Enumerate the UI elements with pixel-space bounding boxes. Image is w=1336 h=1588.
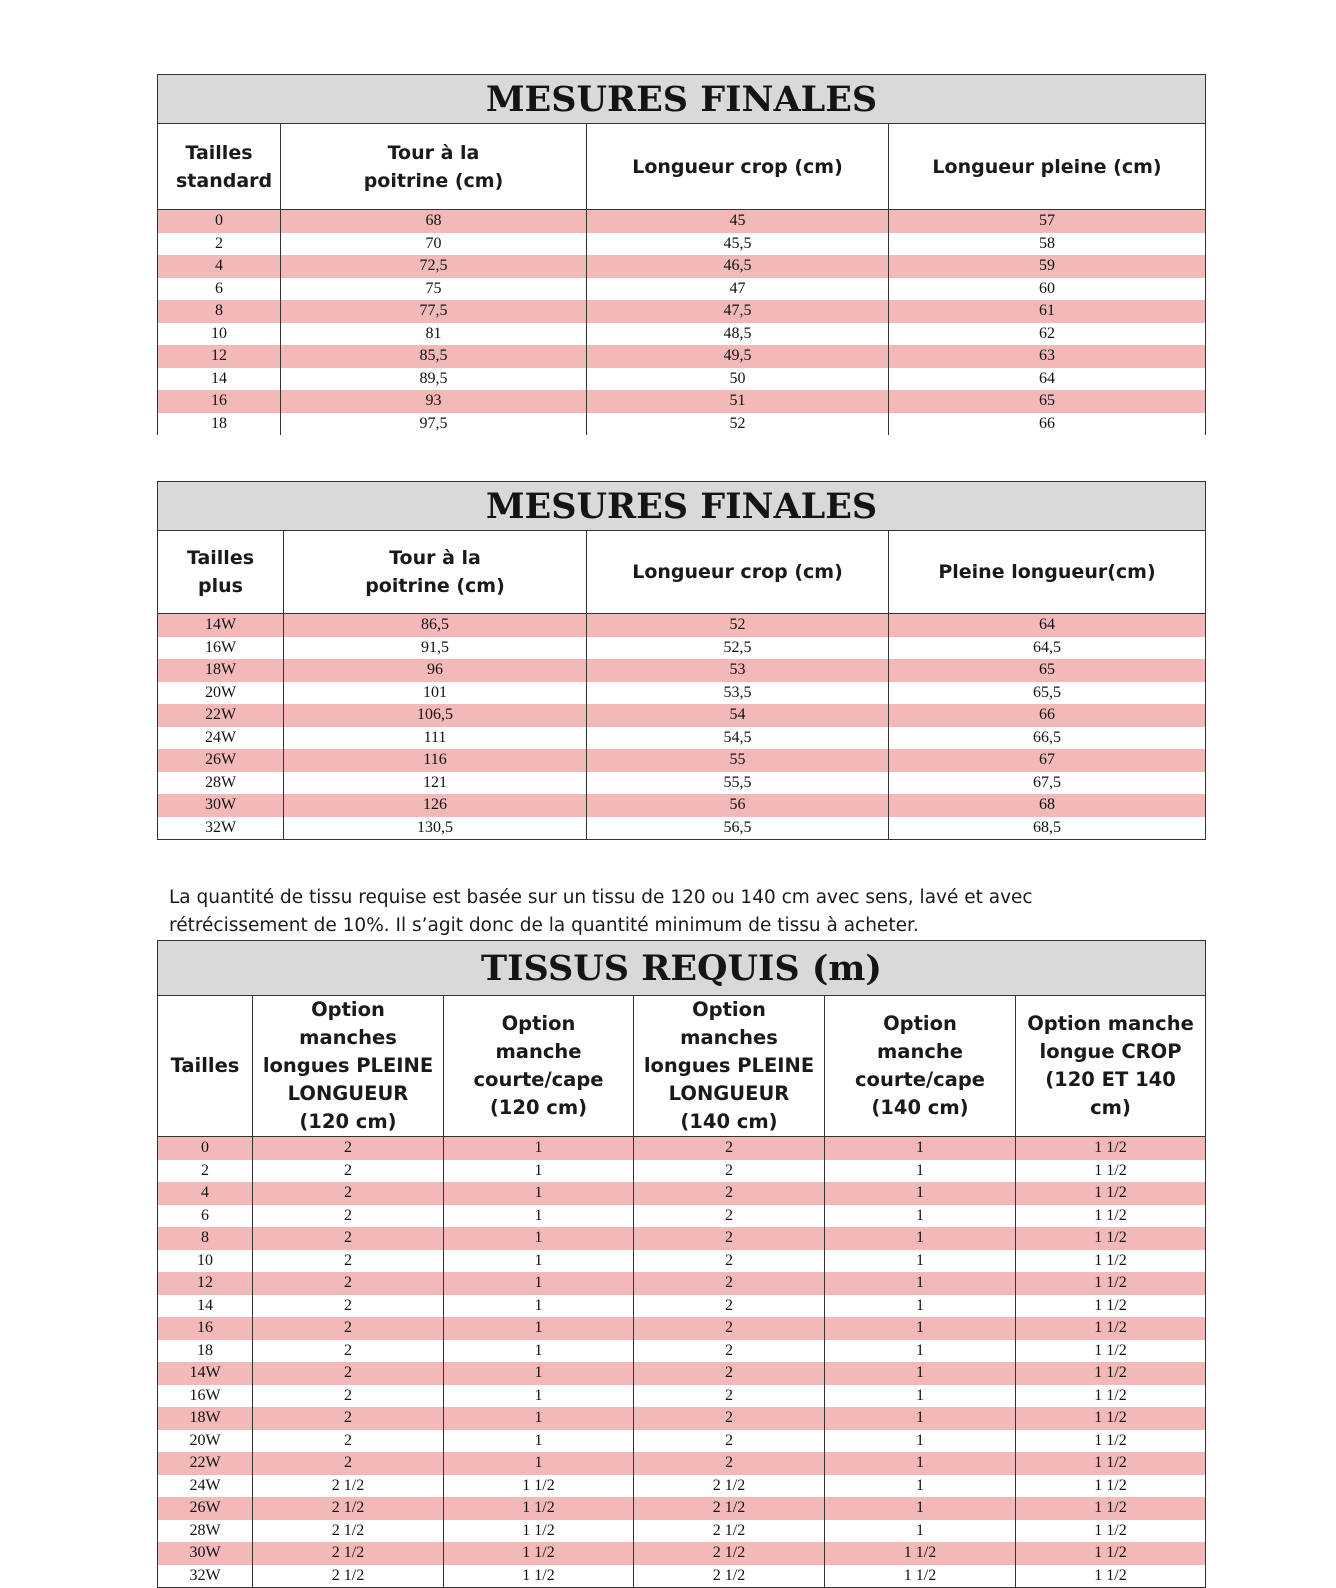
column-header-long-full-120: Option manches longues PLEINE LONGUEUR (120 cm) [253, 996, 444, 1137]
value-cell: 1 1/2 [444, 1475, 634, 1498]
value-cell: 1 1/2 [1016, 1565, 1206, 1588]
fabric-note [169, 884, 1069, 940]
value-cell: 2 [253, 1430, 444, 1453]
value-cell: 52 [587, 614, 889, 637]
size-cell: 22W [158, 704, 284, 727]
value-cell: 2 1/2 [634, 1520, 825, 1543]
size-cell: 14 [158, 368, 281, 391]
value-cell: 67 [889, 749, 1206, 772]
value-cell: 75 [281, 278, 587, 301]
size-cell: 2 [158, 233, 281, 256]
value-cell: 53,5 [587, 682, 889, 705]
value-cell: 46,5 [587, 255, 889, 278]
header-row [158, 124, 1206, 210]
value-cell: 1 [444, 1407, 634, 1430]
table-row [158, 637, 1206, 660]
value-cell: 111 [284, 727, 587, 750]
value-cell: 2 [634, 1317, 825, 1340]
column-header-short-cape-140: Option manche courte/cape (140 cm) [825, 996, 1016, 1137]
size-cell: 2 [158, 1160, 253, 1183]
size-cell: 8 [158, 300, 281, 323]
value-cell: 62 [889, 323, 1206, 346]
column-header-short-cape-120: Option manche courte/cape (120 cm) [444, 996, 634, 1137]
value-cell: 1 [444, 1452, 634, 1475]
value-cell: 2 [253, 1182, 444, 1205]
value-cell: 1 1/2 [1016, 1407, 1206, 1430]
value-cell: 1 1/2 [1016, 1475, 1206, 1498]
value-cell: 1 [825, 1475, 1016, 1498]
table-row [158, 1565, 1206, 1588]
value-cell: 1 1/2 [1016, 1272, 1206, 1295]
header-row [158, 996, 1206, 1137]
table-row [158, 1362, 1206, 1385]
value-cell: 1 1/2 [1016, 1137, 1206, 1160]
column-header-crop-length: Longueur crop (cm) [587, 531, 889, 614]
size-cell: 8 [158, 1227, 253, 1250]
value-cell: 106,5 [284, 704, 587, 727]
value-cell: 53 [587, 659, 889, 682]
value-cell: 1 [444, 1385, 634, 1408]
table-row [158, 1272, 1206, 1295]
value-cell: 2 [253, 1137, 444, 1160]
value-cell: 2 [253, 1407, 444, 1430]
value-cell: 47 [587, 278, 889, 301]
table-title: MESURES FINALES [158, 482, 1206, 531]
value-cell: 1 [825, 1497, 1016, 1520]
value-cell: 2 1/2 [253, 1520, 444, 1543]
table-row [158, 278, 1206, 301]
table-row [158, 659, 1206, 682]
size-cell: 26W [158, 749, 284, 772]
value-cell: 2 [253, 1452, 444, 1475]
value-cell: 1 [825, 1295, 1016, 1318]
value-cell: 130,5 [284, 817, 587, 840]
table-row [158, 1385, 1206, 1408]
value-cell: 1 [444, 1182, 634, 1205]
column-header-size: Tailles plus [158, 531, 284, 614]
table-row [158, 1475, 1206, 1498]
value-cell: 2 [253, 1362, 444, 1385]
column-header-long-full-140: Option manches longues PLEINE LONGUEUR (140 cm) [634, 996, 825, 1137]
value-cell: 1 [825, 1362, 1016, 1385]
size-cell: 24W [158, 727, 284, 750]
value-cell: 2 [253, 1340, 444, 1363]
value-cell: 67,5 [889, 772, 1206, 795]
size-cell: 16W [158, 637, 284, 660]
table-row [158, 255, 1206, 278]
table-row [158, 345, 1206, 368]
size-cell: 0 [158, 210, 281, 233]
size-cell: 10 [158, 323, 281, 346]
column-header-size: Tailles [158, 996, 253, 1137]
size-cell: 20W [158, 682, 284, 705]
value-cell: 1 [444, 1137, 634, 1160]
value-cell: 60 [889, 278, 1206, 301]
value-cell: 91,5 [284, 637, 587, 660]
value-cell: 68 [889, 794, 1206, 817]
value-cell: 72,5 [281, 255, 587, 278]
fabric-note-line-2: rétrécissement de 10%. Il s’agit donc de la quantité minimum de tissu à acheter. [169, 915, 919, 936]
size-cell: 22W [158, 1452, 253, 1475]
value-cell: 54 [587, 704, 889, 727]
value-cell: 2 [634, 1227, 825, 1250]
value-cell: 1 [444, 1272, 634, 1295]
value-cell: 51 [587, 390, 889, 413]
value-cell: 1 [444, 1227, 634, 1250]
value-cell: 65 [889, 659, 1206, 682]
value-cell: 2 1/2 [253, 1475, 444, 1498]
table-row [158, 323, 1206, 346]
table-row [158, 682, 1206, 705]
value-cell: 1 1/2 [444, 1542, 634, 1565]
table-row [158, 794, 1206, 817]
table-row [158, 1205, 1206, 1228]
value-cell: 45,5 [587, 233, 889, 256]
size-cell: 24W [158, 1475, 253, 1498]
value-cell: 1 1/2 [1016, 1430, 1206, 1453]
value-cell: 2 1/2 [634, 1565, 825, 1588]
size-cell: 14 [158, 1295, 253, 1318]
size-cell: 18 [158, 1340, 253, 1363]
value-cell: 65 [889, 390, 1206, 413]
value-cell: 1 1/2 [1016, 1542, 1206, 1565]
value-cell: 1 1/2 [444, 1520, 634, 1543]
size-cell: 6 [158, 1205, 253, 1228]
table-row [158, 727, 1206, 750]
value-cell: 2 [253, 1250, 444, 1273]
value-cell: 55,5 [587, 772, 889, 795]
value-cell: 93 [281, 390, 587, 413]
value-cell: 66 [889, 413, 1206, 436]
size-cell: 20W [158, 1430, 253, 1453]
value-cell: 1 [825, 1182, 1016, 1205]
size-cell: 0 [158, 1137, 253, 1160]
value-cell: 54,5 [587, 727, 889, 750]
value-cell: 2 [634, 1182, 825, 1205]
value-cell: 1 [825, 1272, 1016, 1295]
value-cell: 1 [444, 1160, 634, 1183]
value-cell: 97,5 [281, 413, 587, 436]
table-row [158, 1250, 1206, 1273]
value-cell: 2 1/2 [253, 1542, 444, 1565]
value-cell: 126 [284, 794, 587, 817]
value-cell: 68 [281, 210, 587, 233]
value-cell: 1 1/2 [444, 1497, 634, 1520]
value-cell: 1 1/2 [1016, 1295, 1206, 1318]
value-cell: 47,5 [587, 300, 889, 323]
value-cell: 2 [253, 1160, 444, 1183]
standard-sizes-table [157, 74, 1206, 435]
value-cell: 1 [825, 1452, 1016, 1475]
value-cell: 2 [253, 1272, 444, 1295]
value-cell: 116 [284, 749, 587, 772]
size-cell: 32W [158, 817, 284, 840]
plus-sizes-table [157, 481, 1206, 840]
value-cell: 1 1/2 [1016, 1497, 1206, 1520]
table-title: MESURES FINALES [158, 75, 1206, 124]
table-row [158, 1520, 1206, 1543]
value-cell: 1 [825, 1227, 1016, 1250]
value-cell: 2 [253, 1227, 444, 1250]
value-cell: 85,5 [281, 345, 587, 368]
value-cell: 2 [253, 1317, 444, 1340]
column-header-long-crop: Option manche longue CROP (120 ET 140 cm) [1016, 996, 1206, 1137]
table-row [158, 1430, 1206, 1453]
value-cell: 1 1/2 [444, 1565, 634, 1588]
value-cell: 64,5 [889, 637, 1206, 660]
size-cell: 28W [158, 772, 284, 795]
value-cell: 2 1/2 [253, 1565, 444, 1588]
value-cell: 2 [634, 1272, 825, 1295]
size-cell: 18 [158, 413, 281, 436]
value-cell: 1 1/2 [1016, 1227, 1206, 1250]
table-row [158, 704, 1206, 727]
size-cell: 14W [158, 614, 284, 637]
column-header-crop-length: Longueur crop (cm) [587, 124, 889, 210]
size-cell: 18W [158, 1407, 253, 1430]
value-cell: 2 [634, 1430, 825, 1453]
table-row [158, 817, 1206, 840]
value-cell: 81 [281, 323, 587, 346]
size-cell: 10 [158, 1250, 253, 1273]
value-cell: 1 [825, 1137, 1016, 1160]
value-cell: 1 1/2 [1016, 1452, 1206, 1475]
table-row [158, 614, 1206, 637]
size-cell: 30W [158, 1542, 253, 1565]
value-cell: 70 [281, 233, 587, 256]
size-cell: 16 [158, 1317, 253, 1340]
table-row [158, 1295, 1206, 1318]
size-cell: 26W [158, 1497, 253, 1520]
table-row [158, 749, 1206, 772]
value-cell: 66 [889, 704, 1206, 727]
size-cell: 28W [158, 1520, 253, 1543]
value-cell: 101 [284, 682, 587, 705]
value-cell: 2 [634, 1407, 825, 1430]
value-cell: 2 [253, 1205, 444, 1228]
size-cell: 18W [158, 659, 284, 682]
value-cell: 1 1/2 [1016, 1362, 1206, 1385]
table-row [158, 233, 1206, 256]
column-header-chest: Tour à la poitrine (cm) [281, 124, 587, 210]
column-header-size: Tailles standard [158, 124, 281, 210]
value-cell: 1 1/2 [825, 1542, 1016, 1565]
value-cell: 2 [634, 1250, 825, 1273]
fabric-note-line-1: La quantité de tissu requise est basée sur un tissu de 120 ou 140 cm avec sens, lavé et avec [169, 887, 1033, 908]
size-cell: 6 [158, 278, 281, 301]
value-cell: 121 [284, 772, 587, 795]
header-row [158, 531, 1206, 614]
column-header-full-length: Pleine longueur(cm) [889, 531, 1206, 614]
value-cell: 1 [825, 1205, 1016, 1228]
size-cell: 32W [158, 1565, 253, 1588]
value-cell: 1 1/2 [825, 1565, 1016, 1588]
value-cell: 77,5 [281, 300, 587, 323]
value-cell: 2 [634, 1362, 825, 1385]
value-cell: 52 [587, 413, 889, 436]
value-cell: 50 [587, 368, 889, 391]
table-row [158, 413, 1206, 436]
value-cell: 1 [825, 1520, 1016, 1543]
value-cell: 2 [634, 1452, 825, 1475]
value-cell: 59 [889, 255, 1206, 278]
value-cell: 48,5 [587, 323, 889, 346]
value-cell: 61 [889, 300, 1206, 323]
value-cell: 2 [634, 1137, 825, 1160]
value-cell: 1 [444, 1430, 634, 1453]
value-cell: 1 [825, 1160, 1016, 1183]
value-cell: 1 [444, 1362, 634, 1385]
value-cell: 45 [587, 210, 889, 233]
value-cell: 1 [444, 1295, 634, 1318]
value-cell: 63 [889, 345, 1206, 368]
value-cell: 56,5 [587, 817, 889, 840]
value-cell: 1 [825, 1340, 1016, 1363]
column-header-full-length: Longueur pleine (cm) [889, 124, 1206, 210]
size-cell: 12 [158, 1272, 253, 1295]
value-cell: 55 [587, 749, 889, 772]
value-cell: 2 [253, 1385, 444, 1408]
table-row [158, 300, 1206, 323]
column-header-chest: Tour à la poitrine (cm) [284, 531, 587, 614]
table-row [158, 1137, 1206, 1160]
value-cell: 64 [889, 368, 1206, 391]
value-cell: 1 [444, 1250, 634, 1273]
value-cell: 1 [825, 1317, 1016, 1340]
value-cell: 1 1/2 [1016, 1205, 1206, 1228]
value-cell: 1 [444, 1340, 634, 1363]
value-cell: 89,5 [281, 368, 587, 391]
size-cell: 30W [158, 794, 284, 817]
value-cell: 2 [634, 1385, 825, 1408]
value-cell: 1 [444, 1205, 634, 1228]
table-row [158, 1497, 1206, 1520]
value-cell: 1 1/2 [1016, 1317, 1206, 1340]
table-row [158, 210, 1206, 233]
value-cell: 2 [253, 1295, 444, 1318]
value-cell: 1 [825, 1385, 1016, 1408]
size-cell: 14W [158, 1362, 253, 1385]
size-cell: 4 [158, 1182, 253, 1205]
table-row [158, 1452, 1206, 1475]
value-cell: 2 [634, 1295, 825, 1318]
value-cell: 2 [634, 1160, 825, 1183]
value-cell: 2 [634, 1205, 825, 1228]
value-cell: 2 1/2 [634, 1475, 825, 1498]
size-cell: 12 [158, 345, 281, 368]
fabric-required-table [157, 940, 1206, 1588]
value-cell: 1 1/2 [1016, 1340, 1206, 1363]
value-cell: 1 [825, 1407, 1016, 1430]
table-row [158, 390, 1206, 413]
table-row [158, 1317, 1206, 1340]
value-cell: 1 1/2 [1016, 1250, 1206, 1273]
value-cell: 2 1/2 [253, 1497, 444, 1520]
value-cell: 57 [889, 210, 1206, 233]
table-row [158, 368, 1206, 391]
value-cell: 2 [634, 1340, 825, 1363]
value-cell: 1 [825, 1250, 1016, 1273]
table-row [158, 1340, 1206, 1363]
size-cell: 16 [158, 390, 281, 413]
value-cell: 96 [284, 659, 587, 682]
table-row [158, 772, 1206, 795]
value-cell: 64 [889, 614, 1206, 637]
value-cell: 58 [889, 233, 1206, 256]
value-cell: 1 1/2 [1016, 1160, 1206, 1183]
table-row [158, 1160, 1206, 1183]
table-title: TISSUS REQUIS (m) [158, 941, 1206, 996]
table-row [158, 1407, 1206, 1430]
value-cell: 52,5 [587, 637, 889, 660]
value-cell: 1 [825, 1430, 1016, 1453]
value-cell: 49,5 [587, 345, 889, 368]
table-row [158, 1542, 1206, 1565]
value-cell: 2 1/2 [634, 1542, 825, 1565]
size-cell: 16W [158, 1385, 253, 1408]
value-cell: 2 1/2 [634, 1497, 825, 1520]
value-cell: 65,5 [889, 682, 1206, 705]
value-cell: 56 [587, 794, 889, 817]
value-cell: 1 [444, 1317, 634, 1340]
value-cell: 1 1/2 [1016, 1385, 1206, 1408]
value-cell: 1 1/2 [1016, 1520, 1206, 1543]
value-cell: 68,5 [889, 817, 1206, 840]
value-cell: 66,5 [889, 727, 1206, 750]
table-row [158, 1227, 1206, 1250]
value-cell: 86,5 [284, 614, 587, 637]
value-cell: 1 1/2 [1016, 1182, 1206, 1205]
table-row [158, 1182, 1206, 1205]
size-cell: 4 [158, 255, 281, 278]
